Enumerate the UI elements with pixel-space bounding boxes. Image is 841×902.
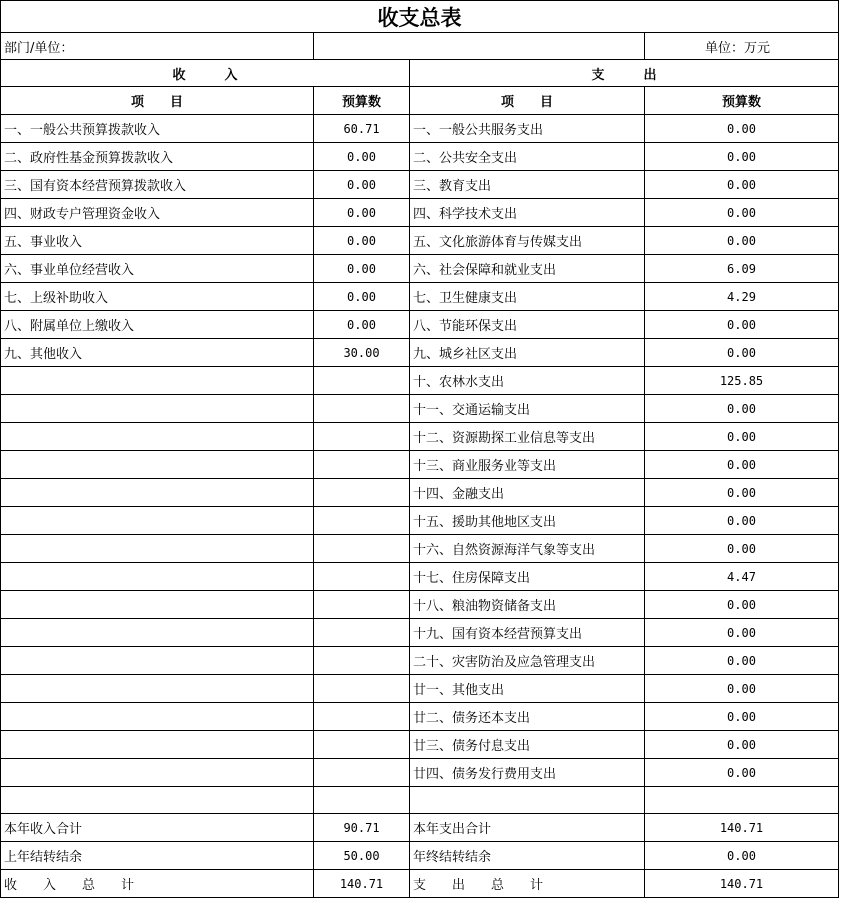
income-item-cell: [1, 563, 314, 591]
expense-budget-header: 预算数: [645, 87, 839, 115]
expense-budget-cell: 0.00: [645, 115, 839, 143]
income-budget-cell: 60.71: [314, 115, 410, 143]
expense-item-cell: 十四、金融支出: [410, 479, 645, 507]
expense-item-cell: 二十、灾害防治及应急管理支出: [410, 647, 645, 675]
income-budget-cell: [314, 367, 410, 395]
income-section-header: 收 入: [1, 60, 410, 87]
expense-item-cell: 一、一般公共服务支出: [410, 115, 645, 143]
table-row: [1, 647, 839, 675]
income-budget-cell: [314, 759, 410, 787]
income-budget-cell: 0.00: [314, 199, 410, 227]
income-budget-cell: 30.00: [314, 339, 410, 367]
expense-budget-cell: 0.00: [645, 199, 839, 227]
expense-item-cell: 八、节能环保支出: [410, 311, 645, 339]
expense-item-cell: 四、科学技术支出: [410, 199, 645, 227]
income-budget-cell: [314, 647, 410, 675]
carry-out-value: 0.00: [645, 842, 839, 870]
empty-cell: [410, 787, 645, 814]
income-item-cell: 二、政府性基金预算拨款收入: [1, 143, 314, 171]
income-item-cell: 三、国有资本经营预算拨款收入: [1, 171, 314, 199]
income-budget-header: 预算数: [314, 87, 410, 115]
expense-budget-cell: 0.00: [645, 479, 839, 507]
income-item-cell: [1, 367, 314, 395]
expense-budget-cell: 0.00: [645, 647, 839, 675]
expense-item-cell: 廿四、债务发行费用支出: [410, 759, 645, 787]
table-row: [1, 255, 839, 283]
expense-item-cell: 廿三、债务付息支出: [410, 731, 645, 759]
income-budget-cell: 0.00: [314, 143, 410, 171]
income-item-cell: 四、财政专户管理资金收入: [1, 199, 314, 227]
table-row: [1, 367, 839, 395]
expense-item-header: 项 目: [410, 87, 645, 115]
expense-budget-cell: 0.00: [645, 395, 839, 423]
year-expense-value: 140.71: [645, 814, 839, 842]
expense-budget-cell: 0.00: [645, 731, 839, 759]
expense-item-cell: 十八、粮油物资储备支出: [410, 591, 645, 619]
table-row: [1, 759, 839, 787]
income-item-cell: [1, 759, 314, 787]
expense-item-cell: 六、社会保障和就业支出: [410, 255, 645, 283]
carry-in-label: 上年结转结余: [1, 842, 314, 870]
table-row: [1, 563, 839, 591]
income-item-cell: 一、一般公共预算拨款收入: [1, 115, 314, 143]
expense-item-cell: 五、文化旅游体育与传媒支出: [410, 227, 645, 255]
expense-item-cell: 十六、自然资源海洋气象等支出: [410, 535, 645, 563]
expense-item-cell: 十九、国有资本经营预算支出: [410, 619, 645, 647]
expense-budget-cell: 0.00: [645, 227, 839, 255]
income-item-cell: [1, 731, 314, 759]
expense-budget-cell: 4.47: [645, 563, 839, 591]
expense-budget-cell: 0.00: [645, 311, 839, 339]
income-budget-cell: [314, 675, 410, 703]
table-row: [1, 171, 839, 199]
expense-item-cell: 十、农林水支出: [410, 367, 645, 395]
expense-budget-cell: 0.00: [645, 535, 839, 563]
expense-item-cell: 九、城乡社区支出: [410, 339, 645, 367]
table-row: [1, 143, 839, 171]
expense-section-header: 支 出: [410, 60, 839, 87]
expense-item-cell: 廿一、其他支出: [410, 675, 645, 703]
income-item-cell: [1, 423, 314, 451]
expense-item-cell: 十二、资源勘探工业信息等支出: [410, 423, 645, 451]
expense-budget-cell: 0.00: [645, 507, 839, 535]
dept-value-cell[interactable]: [314, 33, 645, 60]
empty-cell: [645, 787, 839, 814]
empty-cell: [314, 787, 410, 814]
table-row: [1, 115, 839, 143]
income-budget-cell: [314, 563, 410, 591]
table-row: [1, 227, 839, 255]
income-budget-cell: [314, 395, 410, 423]
empty-cell: [1, 787, 314, 814]
income-item-cell: 五、事业收入: [1, 227, 314, 255]
expense-budget-cell: 0.00: [645, 451, 839, 479]
expense-budget-cell: 0.00: [645, 759, 839, 787]
table-row: [1, 199, 839, 227]
table-row: [1, 339, 839, 367]
year-income-label: 本年收入合计: [1, 814, 314, 842]
income-item-cell: [1, 675, 314, 703]
expense-total-value: 140.71: [645, 870, 839, 898]
sheet-title: 收支总表: [1, 1, 839, 33]
table-row: [1, 479, 839, 507]
table-row: [1, 451, 839, 479]
expense-item-cell: 十七、住房保障支出: [410, 563, 645, 591]
income-item-cell: [1, 535, 314, 563]
totals-row: [1, 814, 839, 842]
income-item-cell: [1, 619, 314, 647]
income-total-label: 收 入 总 计: [1, 870, 314, 898]
income-item-cell: 七、上级补助收入: [1, 283, 314, 311]
income-budget-cell: 0.00: [314, 227, 410, 255]
expense-budget-cell: 0.00: [645, 619, 839, 647]
income-budget-cell: [314, 507, 410, 535]
income-budget-cell: 0.00: [314, 283, 410, 311]
income-item-cell: [1, 479, 314, 507]
table-row: [1, 703, 839, 731]
table-row: [1, 731, 839, 759]
income-budget-cell: [314, 703, 410, 731]
income-item-cell: 六、事业单位经营收入: [1, 255, 314, 283]
income-budget-cell: [314, 619, 410, 647]
expense-budget-cell: 6.09: [645, 255, 839, 283]
carry-in-value: 50.00: [314, 842, 410, 870]
income-item-cell: [1, 703, 314, 731]
table-row: [1, 311, 839, 339]
income-item-cell: [1, 647, 314, 675]
income-budget-cell: 0.00: [314, 171, 410, 199]
expense-item-cell: 十三、商业服务业等支出: [410, 451, 645, 479]
totals-row: [1, 870, 839, 898]
income-total-value: 140.71: [314, 870, 410, 898]
table-row: [1, 619, 839, 647]
unit-label: 单位：万元: [645, 33, 839, 60]
expense-item-cell: 十一、交通运输支出: [410, 395, 645, 423]
table-row: [1, 395, 839, 423]
income-budget-cell: 0.00: [314, 255, 410, 283]
table-row: [1, 283, 839, 311]
income-item-cell: [1, 395, 314, 423]
income-budget-cell: [314, 535, 410, 563]
expense-budget-cell: 0.00: [645, 339, 839, 367]
income-item-cell: 八、附属单位上缴收入: [1, 311, 314, 339]
expense-budget-cell: 0.00: [645, 423, 839, 451]
income-item-cell: [1, 591, 314, 619]
income-budget-cell: [314, 451, 410, 479]
carry-out-label: 年终结转结余: [410, 842, 645, 870]
expense-item-cell: 廿二、债务还本支出: [410, 703, 645, 731]
table-row: [1, 535, 839, 563]
income-budget-cell: [314, 479, 410, 507]
expense-budget-cell: 0.00: [645, 675, 839, 703]
income-item-header: 项 目: [1, 87, 314, 115]
expense-item-cell: 二、公共安全支出: [410, 143, 645, 171]
table-row: [1, 591, 839, 619]
table-row: [1, 675, 839, 703]
table-row: [1, 423, 839, 451]
totals-row: [1, 842, 839, 870]
expense-budget-cell: 0.00: [645, 703, 839, 731]
spacer-row: [1, 787, 839, 814]
expense-item-cell: 七、卫生健康支出: [410, 283, 645, 311]
income-budget-cell: [314, 591, 410, 619]
year-income-value: 90.71: [314, 814, 410, 842]
expense-total-label: 支 出 总 计: [410, 870, 645, 898]
income-item-cell: 九、其他收入: [1, 339, 314, 367]
expense-budget-cell: 0.00: [645, 591, 839, 619]
expense-item-cell: 十五、援助其他地区支出: [410, 507, 645, 535]
income-budget-cell: 0.00: [314, 311, 410, 339]
expense-budget-cell: 0.00: [645, 143, 839, 171]
table-row: [1, 507, 839, 535]
expense-budget-cell: 125.85: [645, 367, 839, 395]
year-expense-label: 本年支出合计: [410, 814, 645, 842]
income-budget-cell: [314, 731, 410, 759]
income-budget-cell: [314, 423, 410, 451]
dept-label: 部门/单位：: [1, 33, 314, 60]
expense-budget-cell: 4.29: [645, 283, 839, 311]
expense-budget-cell: 0.00: [645, 171, 839, 199]
expense-item-cell: 三、教育支出: [410, 171, 645, 199]
income-item-cell: [1, 451, 314, 479]
income-item-cell: [1, 507, 314, 535]
